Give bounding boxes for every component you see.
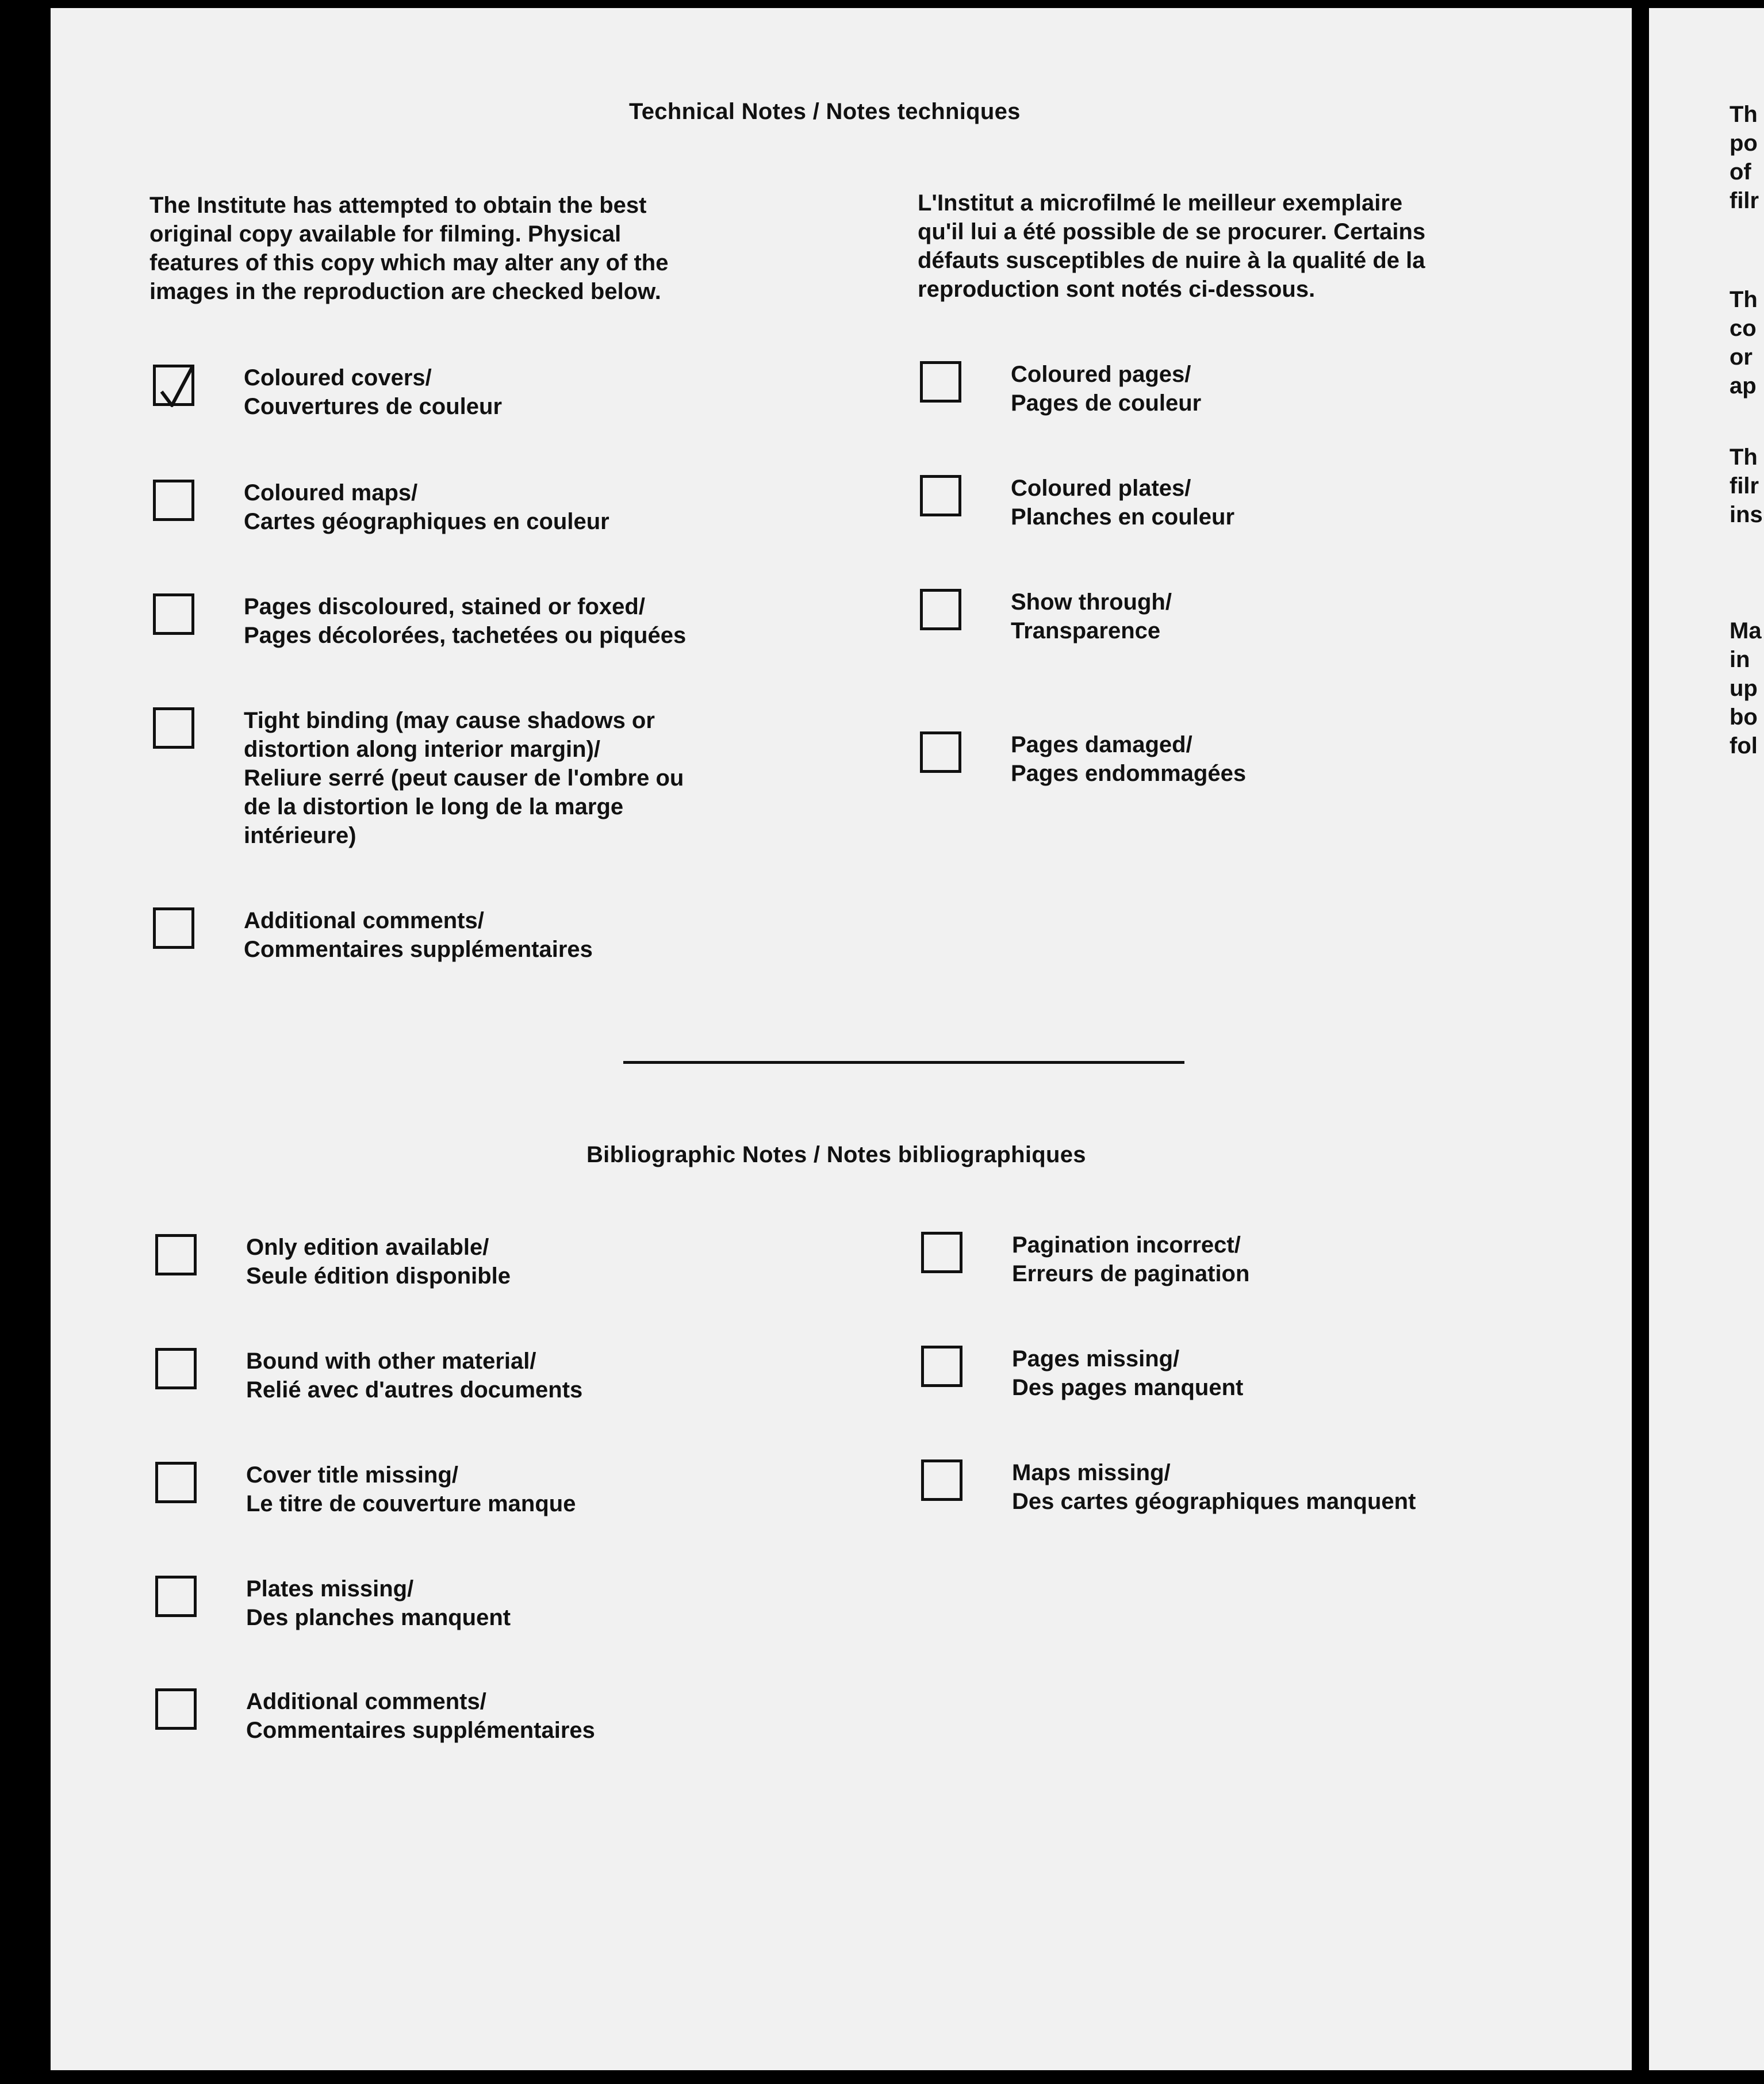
section-divider [623,1061,1184,1064]
item-label: Maps missing/ Des cartes géographiques manquent [1012,1460,1416,1514]
fragment-text-block: Th co or ap [1730,287,1758,399]
checkbox[interactable] [920,731,961,773]
intro-english: The Institute has attempted to obtain the best original copy available for filming. Physical features of this copy which may alter any of the images in the reproduction are checked below. [149,193,669,304]
checkbox[interactable] [153,593,194,635]
item-label: Pages missing/ Des pages manquent [1012,1346,1244,1400]
checkmark-icon [155,363,198,411]
item-label: Show through/ Transparence [1011,589,1172,643]
item-label: Additional comments/ Commentaires supplémentaires [246,1689,595,1743]
checkbox[interactable] [155,1234,197,1275]
item-label: Pages discoloured, stained or foxed/ Pages décolorées, tachetées ou piquées [244,594,687,648]
item-label: Coloured plates/ Planches en couleur [1011,476,1235,530]
item-label: Pages damaged/ Pages endommagées [1011,732,1247,786]
item-label: Pagination incorrect/ Erreurs de pagination [1012,1232,1250,1286]
technical-notes-heading: Technical Notes / Notes techniques [629,99,1021,124]
checkbox[interactable] [921,1459,962,1501]
checkbox[interactable] [155,1576,197,1617]
checkbox[interactable] [155,1462,197,1503]
item-label: Cover title missing/ Le titre de couverture manque [246,1462,576,1516]
fragment-text-block: Th filr ins [1730,445,1763,527]
item-label: Tight binding (may cause shadows or distortion along interior margin)/ Reliure serré (peut causer de l'ombre ou de la distortion le long de la marge intérieure) [244,708,684,848]
checkbox[interactable] [921,1232,962,1273]
item-label: Additional comments/ Commentaires supplémentaires [244,908,593,962]
checkbox[interactable] [920,589,961,630]
item-label: Coloured pages/ Pages de couleur [1011,362,1202,416]
fragment-text-block: Ma in up bo fol [1730,618,1762,758]
checkbox[interactable] [920,475,961,516]
checkbox[interactable] [153,707,194,749]
checkbox[interactable] [920,361,961,403]
checkbox[interactable] [155,1348,197,1389]
fragment-text-block: Th po of filr [1730,102,1759,213]
item-label: Coloured maps/ Cartes géographiques en couleur [244,480,609,534]
bibliographic-notes-heading: Bibliographic Notes / Notes bibliographiques [586,1142,1086,1167]
checked-checkbox[interactable] [153,365,194,406]
checkbox[interactable] [921,1346,962,1387]
checkbox[interactable] [153,480,194,521]
item-label: Only edition available/ Seule édition disponible [246,1235,511,1289]
microfiche-target-page [51,8,1632,2070]
item-label: Plates missing/ Des planches manquent [246,1576,511,1630]
item-label: Bound with other material/ Relié avec d'autres documents [246,1349,583,1403]
item-label: Coloured covers/ Couvertures de couleur [244,365,503,419]
checkbox[interactable] [155,1688,197,1730]
adjacent-page-fragment [1649,8,1764,2070]
intro-french: L'Institut a microfilmé le meilleur exemplaire qu'il lui a été possible de se procurer. Certains défauts susceptibles de nuire à la qualité de la reproduction sont notés ci-dessous. [918,190,1426,302]
checkbox[interactable] [153,907,194,949]
